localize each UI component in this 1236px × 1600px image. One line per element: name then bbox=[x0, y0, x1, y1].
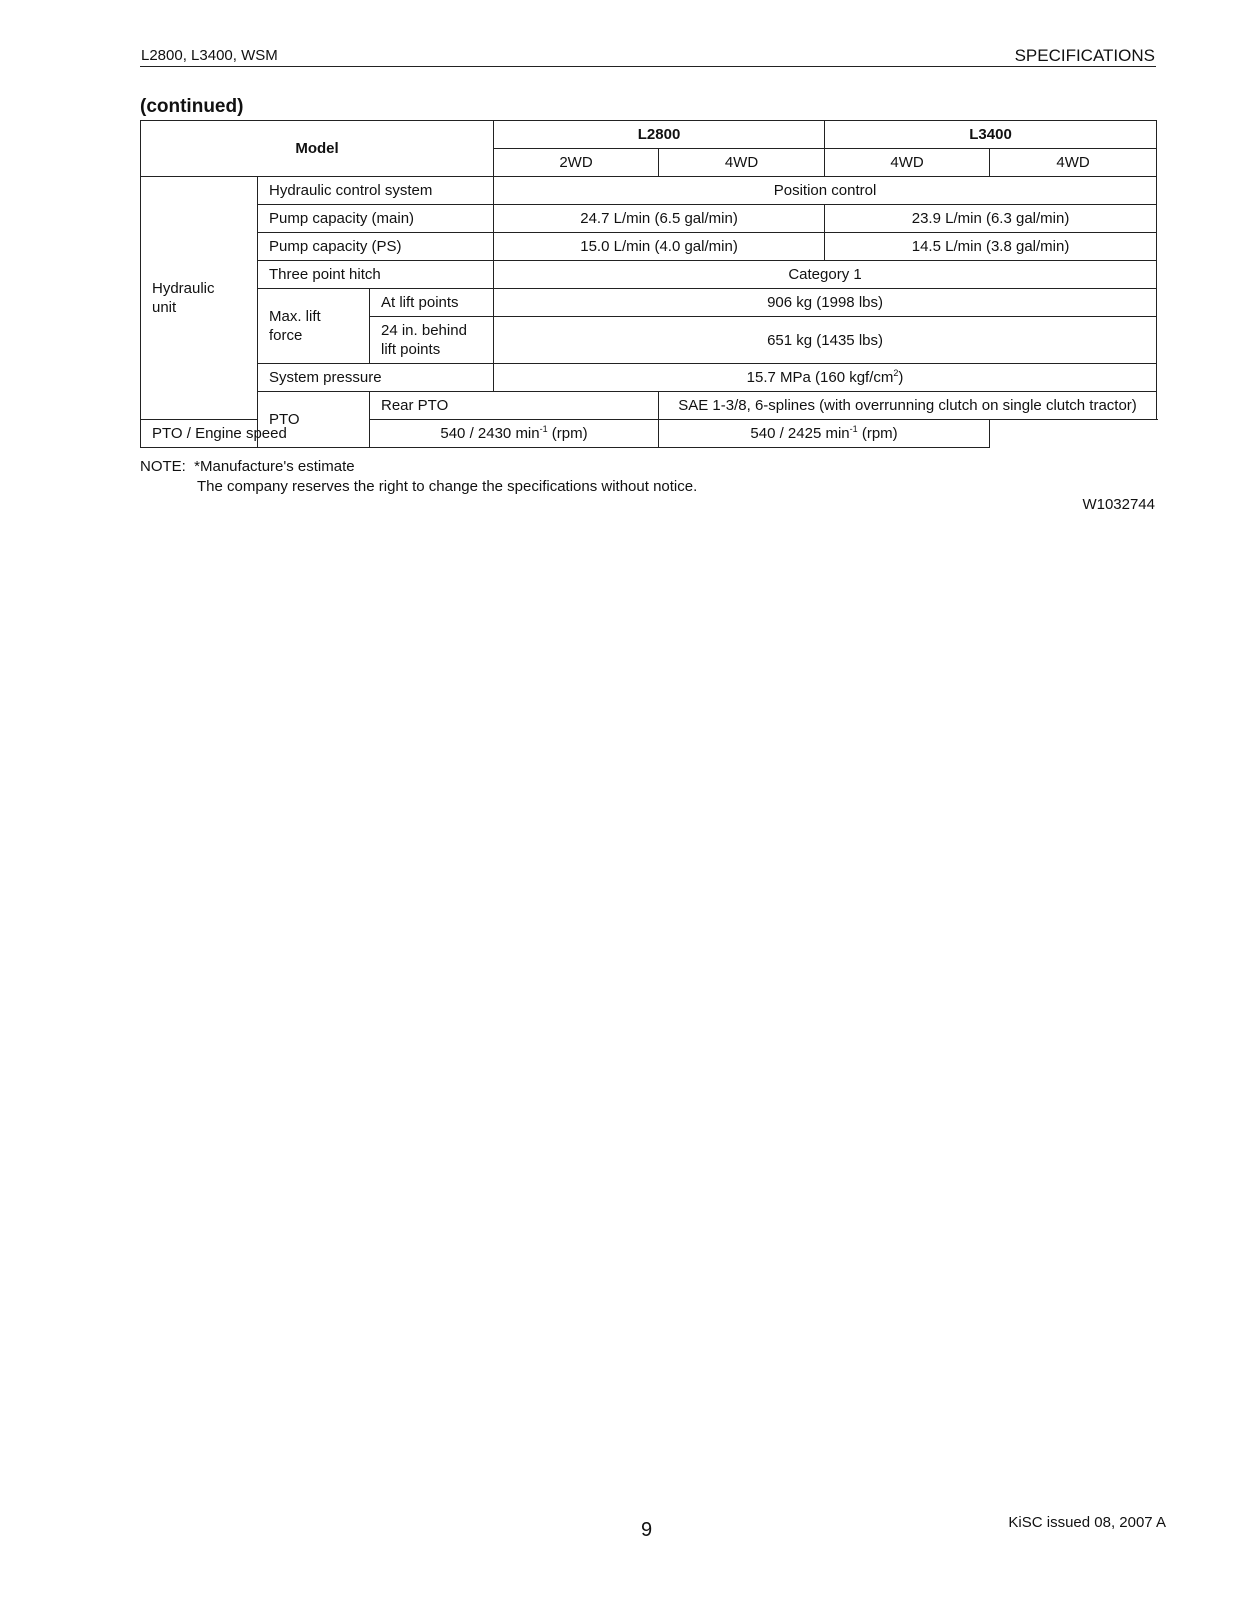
row-label: 24 in. behind lift points bbox=[370, 317, 494, 364]
model-l3400: L3400 bbox=[825, 121, 1157, 149]
group-pto: PTO bbox=[258, 392, 370, 448]
table-row bbox=[141, 205, 1157, 233]
variant-l3400-4wd-b: 4WD bbox=[990, 149, 1157, 177]
table-row bbox=[141, 261, 1157, 289]
row-label: PTO / Engine speed bbox=[141, 420, 370, 448]
superscript: -1 bbox=[849, 424, 858, 434]
row-value-l3400: 23.9 L/min (6.3 gal/min) bbox=[825, 205, 1157, 233]
row-value: Position control bbox=[494, 177, 1157, 205]
row-value: 651 kg (1435 lbs) bbox=[494, 317, 1157, 364]
spec-table bbox=[140, 120, 1157, 448]
row-value: 906 kg (1998 lbs) bbox=[494, 289, 1157, 317]
row-value-l3400: 14.5 L/min (3.8 gal/min) bbox=[825, 233, 1157, 261]
row-value-l2800: 15.0 L/min (4.0 gal/min) bbox=[494, 233, 825, 261]
row-value-l2800 bbox=[370, 420, 659, 448]
speed-unit: (rpm) bbox=[857, 425, 898, 442]
issue-info: KiSC issued 08, 2007 A bbox=[1008, 1514, 1166, 1531]
table-row bbox=[141, 392, 1157, 420]
row-value bbox=[494, 364, 1157, 392]
variant-l3400-4wd-a: 4WD bbox=[825, 149, 990, 177]
row-label: At lift points bbox=[370, 289, 494, 317]
table-row bbox=[141, 289, 1157, 317]
speed-value: 540 / 2430 min bbox=[440, 425, 540, 442]
variant-l2800-4wd: 4WD bbox=[659, 149, 825, 177]
row-value: Category 1 bbox=[494, 261, 1157, 289]
superscript: 2 bbox=[893, 368, 899, 378]
table-header-row bbox=[141, 121, 1157, 149]
table-row bbox=[141, 364, 1157, 392]
group-hydraulic-unit: Hydraulic unit bbox=[141, 177, 258, 420]
row-value: SAE 1-3/8, 6-splines (with overrunning clutch on single clutch tractor) bbox=[659, 392, 1157, 420]
row-label: System pressure bbox=[258, 364, 494, 392]
speed-unit: (rpm) bbox=[547, 425, 588, 442]
model-l2800: L2800 bbox=[494, 121, 825, 149]
superscript: -1 bbox=[539, 424, 548, 434]
note bbox=[140, 457, 697, 497]
pressure-value-end: ) bbox=[898, 369, 904, 386]
note-line-1: NOTE: *Manufacture's estimate bbox=[140, 458, 355, 475]
row-label: Three point hitch bbox=[258, 261, 494, 289]
header-rule bbox=[140, 66, 1156, 67]
row-label: Rear PTO bbox=[370, 392, 659, 420]
model-header: Model bbox=[141, 121, 494, 177]
row-label: Hydraulic control system bbox=[258, 177, 494, 205]
header-section-title: SPECIFICATIONS bbox=[1014, 46, 1155, 65]
row-value-l3400 bbox=[659, 420, 990, 448]
pressure-value: 15.7 MPa (160 kgf/cm bbox=[746, 369, 894, 386]
page-number: 9 bbox=[641, 1519, 653, 1541]
variant-l2800-2wd: 2WD bbox=[494, 149, 659, 177]
speed-value: 540 / 2425 min bbox=[750, 425, 850, 442]
section-title: (continued) bbox=[140, 96, 244, 117]
row-label: Pump capacity (PS) bbox=[258, 233, 494, 261]
table-row bbox=[141, 177, 1157, 205]
document-code: W1032744 bbox=[1082, 496, 1155, 513]
row-label: Pump capacity (main) bbox=[258, 205, 494, 233]
table-row bbox=[141, 233, 1157, 261]
header-doc-title: L2800, L3400, WSM bbox=[141, 47, 278, 64]
note-line-2: The company reserves the right to change the specifications without notice. bbox=[197, 478, 698, 495]
lift-force-label: Max. lift force bbox=[258, 289, 370, 364]
row-value-l2800: 24.7 L/min (6.5 gal/min) bbox=[494, 205, 825, 233]
